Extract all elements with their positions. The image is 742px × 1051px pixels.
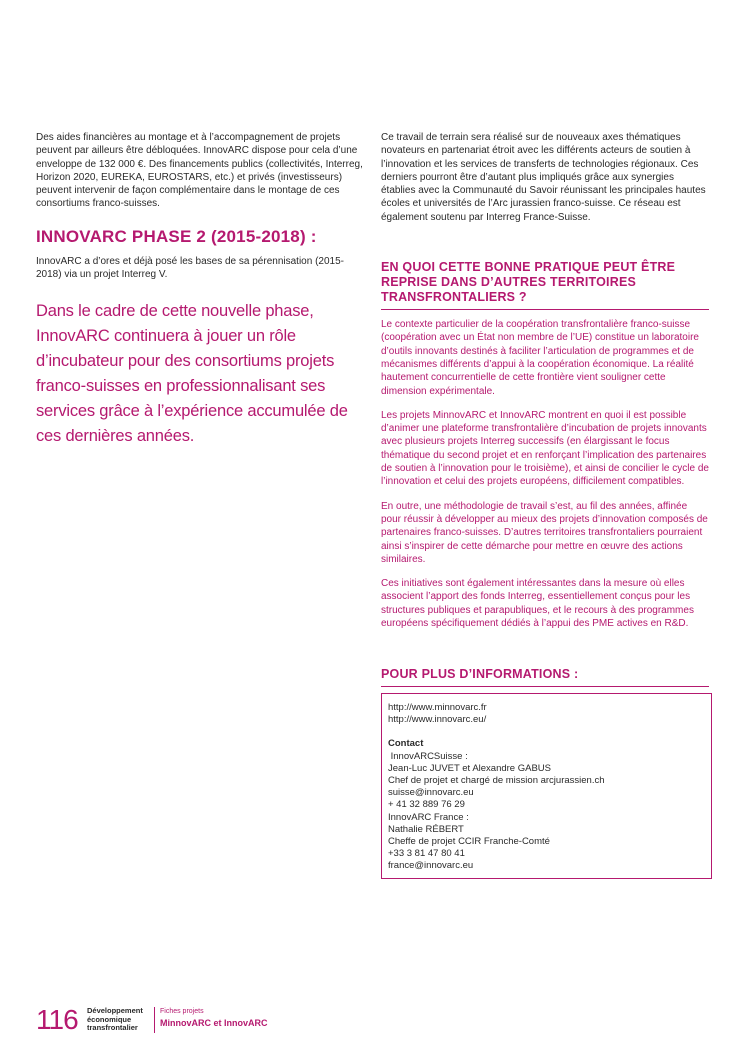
practice-paragraph-2: Les projets MinnovARC et InnovARC montrent en quoi il est possible d’animer une plateforme transfrontalière d’incubation de projets innovants avec plusieurs projets Interreg successifs (en élargissant le focus thématique du second projet et en renforçant l’implication des partenaires de soutien à l’innovation pour le troisième), et ainsi de concilier le cycle de l’innovation et celui des projets européens, difficilement compatibles.: [381, 409, 709, 488]
footer-section-line: transfrontalier: [87, 1023, 138, 1032]
left-paragraph-funding: Des aides financières au montage et à l’accompagnement de projets peuvent par ailleurs être débloquées. InnovARC dispose pour cela d’une enveloppe de 132 000 €. Des financements publics (collectivités, Interreg, Horizon 2020, EUREKA, EUROSTARS, etc.) et privés (investisseurs) peuvent intervenir de façon complémentaire dans le montage de ces consortiums franco-suisses.: [36, 132, 363, 210]
practice-paragraph-4: Ces initiatives sont également intéressantes dans la mesure où elles associent l’apport des fonds Interreg, essentiellement conçus pour les structures publiques et parapubliques, et le recours à des programmes européens spécifiquement dédiés à l’appui des PME actives en R&D.: [381, 578, 694, 630]
link-innovarc[interactable]: http://www.innovarc.eu/: [388, 714, 487, 726]
contact-line: Nathalie RÉBERT: [388, 823, 464, 835]
practice-paragraph-1: Le contexte particulier de la coopération transfrontalière franco-suisse (coopération avec un État non membre de l’UE) constitue un laboratoire d’outils innovants destinés à faciliter l’articulation de programmes et de mécanismes différents d’appui à la coopération économique. La réalité hautement concurrentielle de cette frontière vient souligner cette dimension expérimentale.: [381, 319, 699, 397]
footer-section: [87, 1007, 143, 1033]
heading-divider: [381, 309, 709, 310]
page-number: 116: [36, 1004, 78, 1035]
footer-section-line: Développement: [87, 1006, 143, 1015]
info-box: [381, 693, 712, 879]
info-heading: POUR PLUS D’INFORMATIONS :: [381, 667, 579, 681]
page-footer: [36, 1003, 336, 1037]
link-minnovarc[interactable]: http://www.minnovarc.fr: [388, 702, 487, 713]
phase2-heading: INNOVARC PHASE 2 (2015-2018) :: [36, 226, 317, 246]
footer-project-name: MinnovARC et InnovARC: [160, 1018, 268, 1028]
good-practice-heading: EN QUOI CETTE BONNE PRATIQUE PEUT ÊTRE REPRISE DANS D’AUTRES TERRITOIRES TRANSFRONTALIERS ?: [381, 260, 676, 305]
footer-category-label: Fiches projets: [160, 1008, 204, 1015]
footer-section-line: économique: [87, 1014, 132, 1024]
left-column: [36, 131, 364, 449]
contact-line: Cheffe de projet CCIR Franche-Comté: [388, 836, 550, 848]
contact-line: InnovARC France :: [388, 811, 469, 823]
contact-label: Contact: [388, 738, 424, 750]
practice-paragraph-3: En outre, une méthodologie de travail s’est, au fil des années, affinée pour réussir à développer au mieux des projets d’innovation composés de partenaires franco-suisses. D’autres territoires transfrontaliers pourraient ainsi s’inspirer de cette démarche pour mettre en œuvre des actions similaires.: [381, 500, 708, 565]
pull-quote: Dans le cadre de cette nouvelle phase, InnovARC continuera à jouer un rôle d’incubateur pour des consortiums projets franco-suisses en professionnalisant ses services grâce à l’expérience accumulée de ces dernières années.: [36, 302, 348, 446]
right-paragraph-fieldwork: Ce travail de terrain sera réalisé sur de nouveaux axes thématiques novateurs en partenariat étroit avec les différents acteurs de soutien à l’innovation et les services de transferts de technologies régionaux. Ces derniers pourront être d’autant plus impliqués grâce aux synergies établies avec la Communauté du Savoir réunissant les principales hautes écoles et universités de l’Arc jurassien franco-suisse. Ce réseau est également soutenu par Interreg France-Suisse.: [381, 132, 706, 223]
contact-line: Chef de projet et chargé de mission arcjurassien.ch: [388, 775, 605, 787]
contact-phone-suisse: + 41 32 889 76 29: [388, 799, 465, 811]
footer-divider: [154, 1007, 155, 1033]
info-section: [381, 667, 709, 687]
contact-email-suisse[interactable]: suisse@innovarc.eu: [388, 787, 474, 799]
left-paragraph-phase2: InnovARC a d’ores et déjà posé les bases de sa pérennisation (2015-2018) via un projet Interreg V.: [36, 255, 344, 281]
right-column: [381, 131, 709, 630]
footer-category: [160, 1007, 268, 1030]
info-divider: [381, 686, 709, 687]
contact-line: InnovARCSuisse :: [388, 750, 468, 762]
contact-email-france[interactable]: france@innovarc.eu: [388, 860, 474, 872]
contact-phone-france: +33 3 81 47 80 41: [388, 848, 465, 860]
contact-line: Jean-Luc JUVET et Alexandre GABUS: [388, 762, 551, 774]
